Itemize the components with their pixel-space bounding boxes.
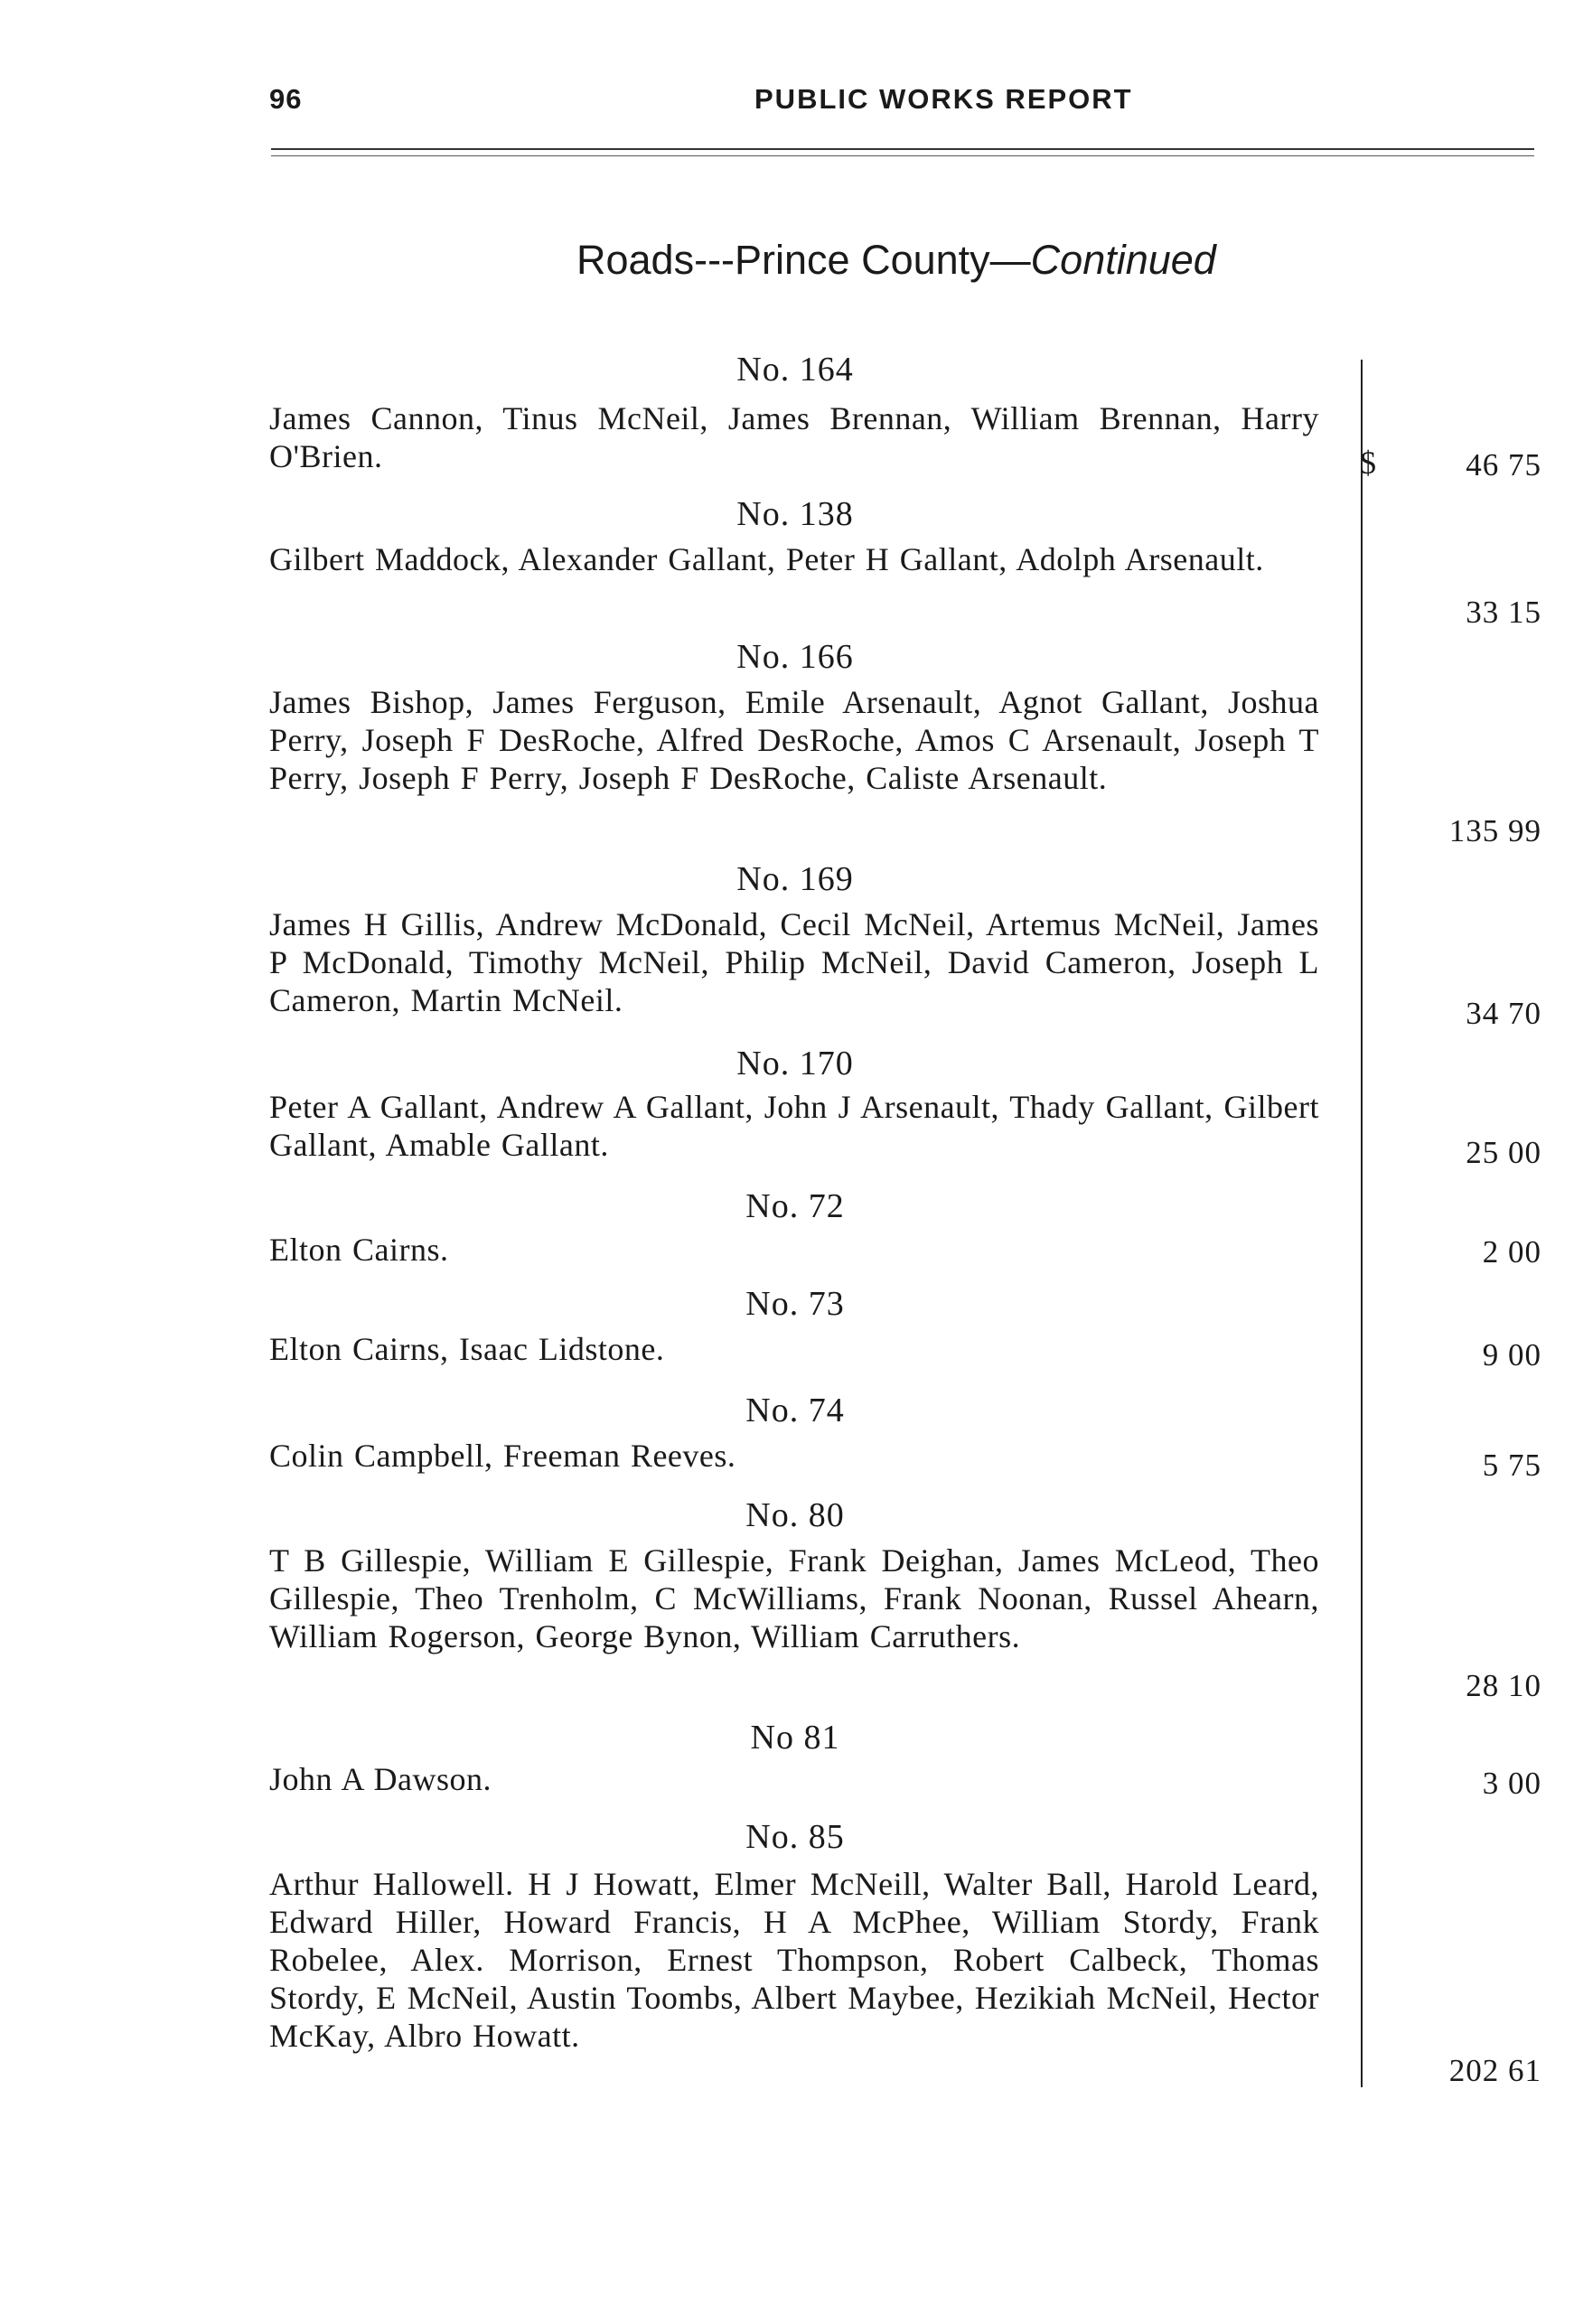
entry-number: No. 169: [736, 860, 854, 898]
entry-names: Arthur Hallowell. H J Howatt, Elmer McNeill, Walter Ball, Harold Leard, Edward Hiller, Howard Francis, H A McPhee, William Stordy, Frank Robelee, Alex. Morrison, Ernest Thompson, Robert Calbeck, Thomas Stordy, E McNeil, Austin Toombs, Albert Maybee, Hezikiah McNeil, Hector McKay, Albro Howatt.: [269, 1866, 1319, 2054]
entry-amount: 135 99: [1448, 813, 1541, 848]
entry-names: Peter A Gallant, Andrew A Gallant, John J Arsenault, Thady Gallant, Gilbert Gallant, Amable Gallant.: [269, 1089, 1319, 1163]
entry-names: James H Gillis, Andrew McDonald, Cecil McNeil, Artemus McNeil, James P McDonald, Timothy McNeil, Philip McNeil, David Cameron, Joseph L Cameron, Martin McNeil.: [269, 906, 1319, 1018]
entry-names: Colin Campbell, Freeman Reeves.: [269, 1438, 736, 1474]
entry-amount: 25 00: [1466, 1135, 1541, 1170]
header-rule: [271, 148, 1534, 150]
entry-number: No. 85: [745, 1818, 845, 1856]
entry-number: No. 80: [745, 1496, 845, 1534]
entry-number: No. 74: [745, 1392, 845, 1429]
section-title-main: Roads---Prince County—: [576, 237, 1031, 283]
section-title: [576, 237, 1216, 284]
header-rule-thin: [271, 155, 1534, 156]
entry-amount: 3 00: [1482, 1766, 1541, 1801]
entry-names: James Bishop, James Ferguson, Emile Arsenault, Agnot Gallant, Joshua Perry, Joseph F DesRoche, Alfred DesRoche, Amos C Arsenault, Joseph T Perry, Joseph F Perry, Joseph F DesRoche, Caliste Arsenault.: [269, 684, 1319, 796]
entry-number: No 81: [750, 1719, 840, 1757]
entry-number: No. 73: [745, 1285, 845, 1323]
entry-amount: 33 15: [1466, 595, 1541, 630]
entry-amount: 2 00: [1482, 1234, 1541, 1270]
entry-names: Elton Cairns.: [269, 1232, 449, 1268]
amount-column-rule: [1361, 360, 1363, 2087]
entry-number: No. 72: [745, 1187, 845, 1225]
entry-names: Gilbert Maddock, Alexander Gallant, Peter H Gallant, Adolph Arsenault.: [269, 541, 1264, 577]
entry-names: T B Gillespie, William E Gillespie, Frank Deighan, James McLeod, Theo Gillespie, Theo Trenholm, C McWilliams, Frank Noonan, Russel Ahearn, William Rogerson, George Bynon, William Carruthers.: [269, 1542, 1319, 1654]
entry-amount: 9 00: [1482, 1337, 1541, 1373]
entry-amount: 5 75: [1482, 1448, 1541, 1483]
entry-number: No. 170: [736, 1045, 854, 1082]
entry-names: John A Dawson.: [269, 1761, 492, 1797]
entry-amount: 202 61: [1448, 2053, 1541, 2088]
entry-amount: 34 70: [1466, 996, 1541, 1031]
entry-number: No. 166: [736, 638, 854, 676]
entry-names: James Cannon, Tinus McNeil, James Brennan, William Brennan, Harry O'Brien.: [269, 400, 1319, 474]
entry-amount: 46 75: [1466, 447, 1541, 483]
running-head: PUBLIC WORKS REPORT: [754, 83, 1133, 115]
entry-number: No. 164: [736, 351, 854, 389]
currency-symbol: $: [1360, 445, 1376, 481]
page-number: 96: [269, 83, 303, 115]
entry-amount: 28 10: [1466, 1668, 1541, 1703]
entry-number: No. 138: [736, 495, 854, 533]
entry-names: Elton Cairns, Isaac Lidstone.: [269, 1331, 665, 1367]
section-title-continued: Continued: [1030, 237, 1216, 283]
